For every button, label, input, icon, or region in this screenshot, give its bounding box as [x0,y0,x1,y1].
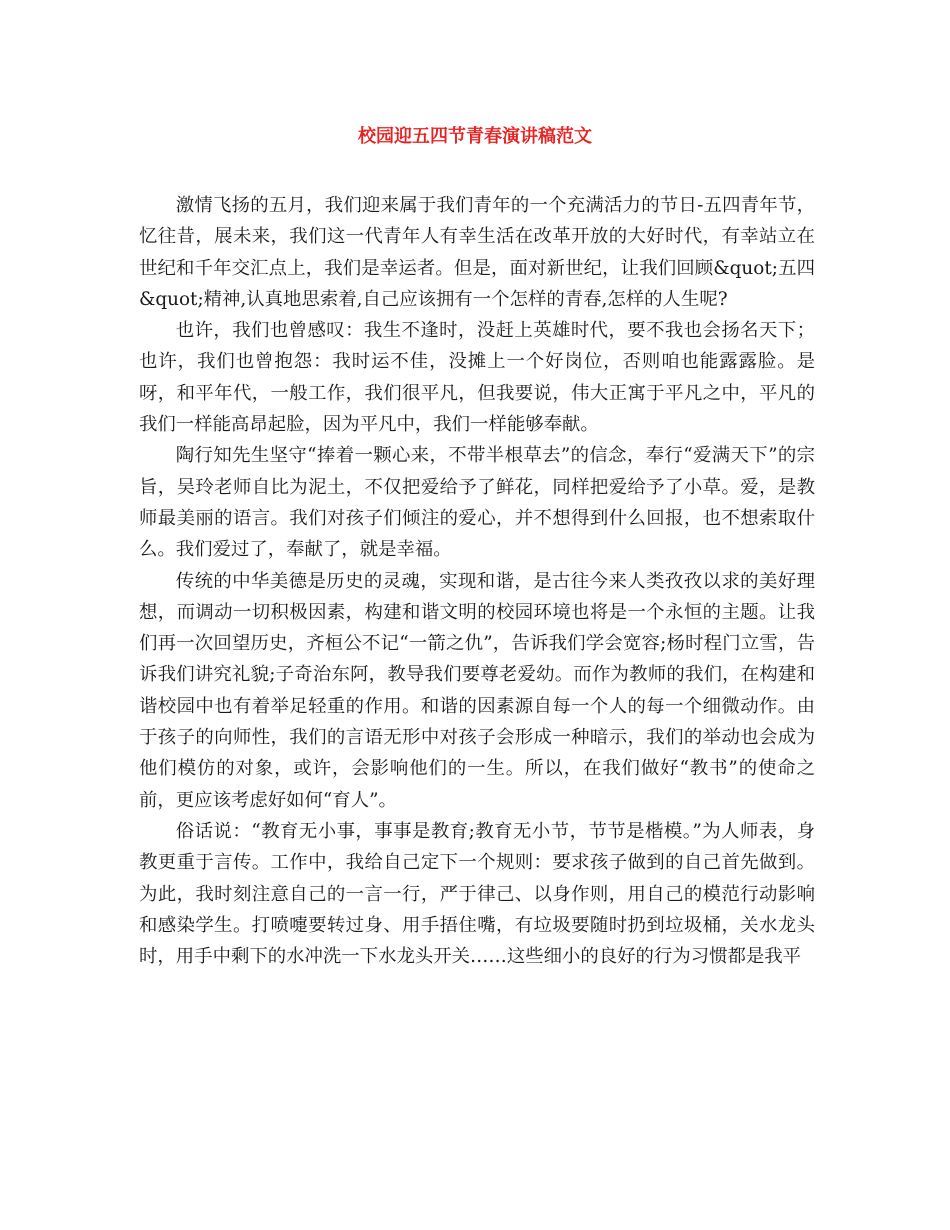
paragraph: 也许，我们也曾感叹：我生不逢时，没赶上英雄时代，要不我也会扬名天下；也许，我们也曾抱怨：我时运不佳，没摊上一个好岗位，否则咱也能露露脸。是呀，和平年代，一般工作，我们很平凡，但我要说，伟大正寓于平凡之中，平凡的我们一样能高昂起脸，因为平凡中，我们一样能够奉献。 [139,320,815,436]
paragraph: 陶行知先生坚守“捧着一颗心来，不带半根草去”的信念，奉行“爱满天下”的宗旨，吴玲老师自比为泥土，不仅把爱给予了鲜花，同样把爱给予了小草。爱，是教师最美丽的语言。我们对孩子们倾注的爱心，并不想得到什么回报，也不想索取什么。我们爱过了，奉献了，就是幸福。 [139,445,815,561]
document-title: 校园迎五四节青春演讲稿范文 [358,126,592,147]
paragraph: 传统的中华美德是历史的灵魂，实现和谐，是古往今来人类孜孜以求的美好理想，而调动一切积极因素，构建和谐文明的校园环境也将是一个永恒的主题。让我们再一次回望历史，齐桓公不记“一箭之仇”，告诉我们学会宽容;杨时程门立雪，告诉我们讲究礼貌;子奇治东阿，教导我们要尊老爱幼。而作为教师的我们，在构建和谐校园中也有着举足轻重的作用。和谐的因素源自每一个人的每一个细微动作。由于孩子的向师性，我们的言语无形中对孩子会形成一种暗示，我们的举动也会成为他们模仿的对象，或许，会影响他们的一生。所以，在我们做好“教书”的使命之前，更应该考虑好如何“育人”。 [139,570,815,811]
paragraph: 激情飞扬的五月，我们迎来属于我们青年的一个充满活力的节日-五四青年节，忆往昔，展未来，我们这一代青年人有幸生活在改革开放的大好时代，有幸站立在世纪和千年交汇点上，我们是幸运者。但是，面对新世纪，让我们回顾&quot;五四&quot;精神,认真地思索着,自己应该拥有一个怎样的青春,怎样的人生呢? [139,195,815,310]
document-body [139,190,815,972]
paragraph: 俗话说：“教育无小事，事事是教育;教育无小节，节节是楷模。”为人师表，身教更重于言传。工作中，我给自己定下一个规则：要求孩子做到的自己首先做到。为此，我时刻注意自己的一言一行，严于律己、以身作则，用自己的模范行动影响和感染学生。打喷嚏要转过身、用手捂住嘴，有垃圾要随时扔到垃圾桶，关水龙头时，用手中剩下的水冲洗一下水龙头开关……这些细小的良好的行为习惯都是我平 [139,820,815,968]
